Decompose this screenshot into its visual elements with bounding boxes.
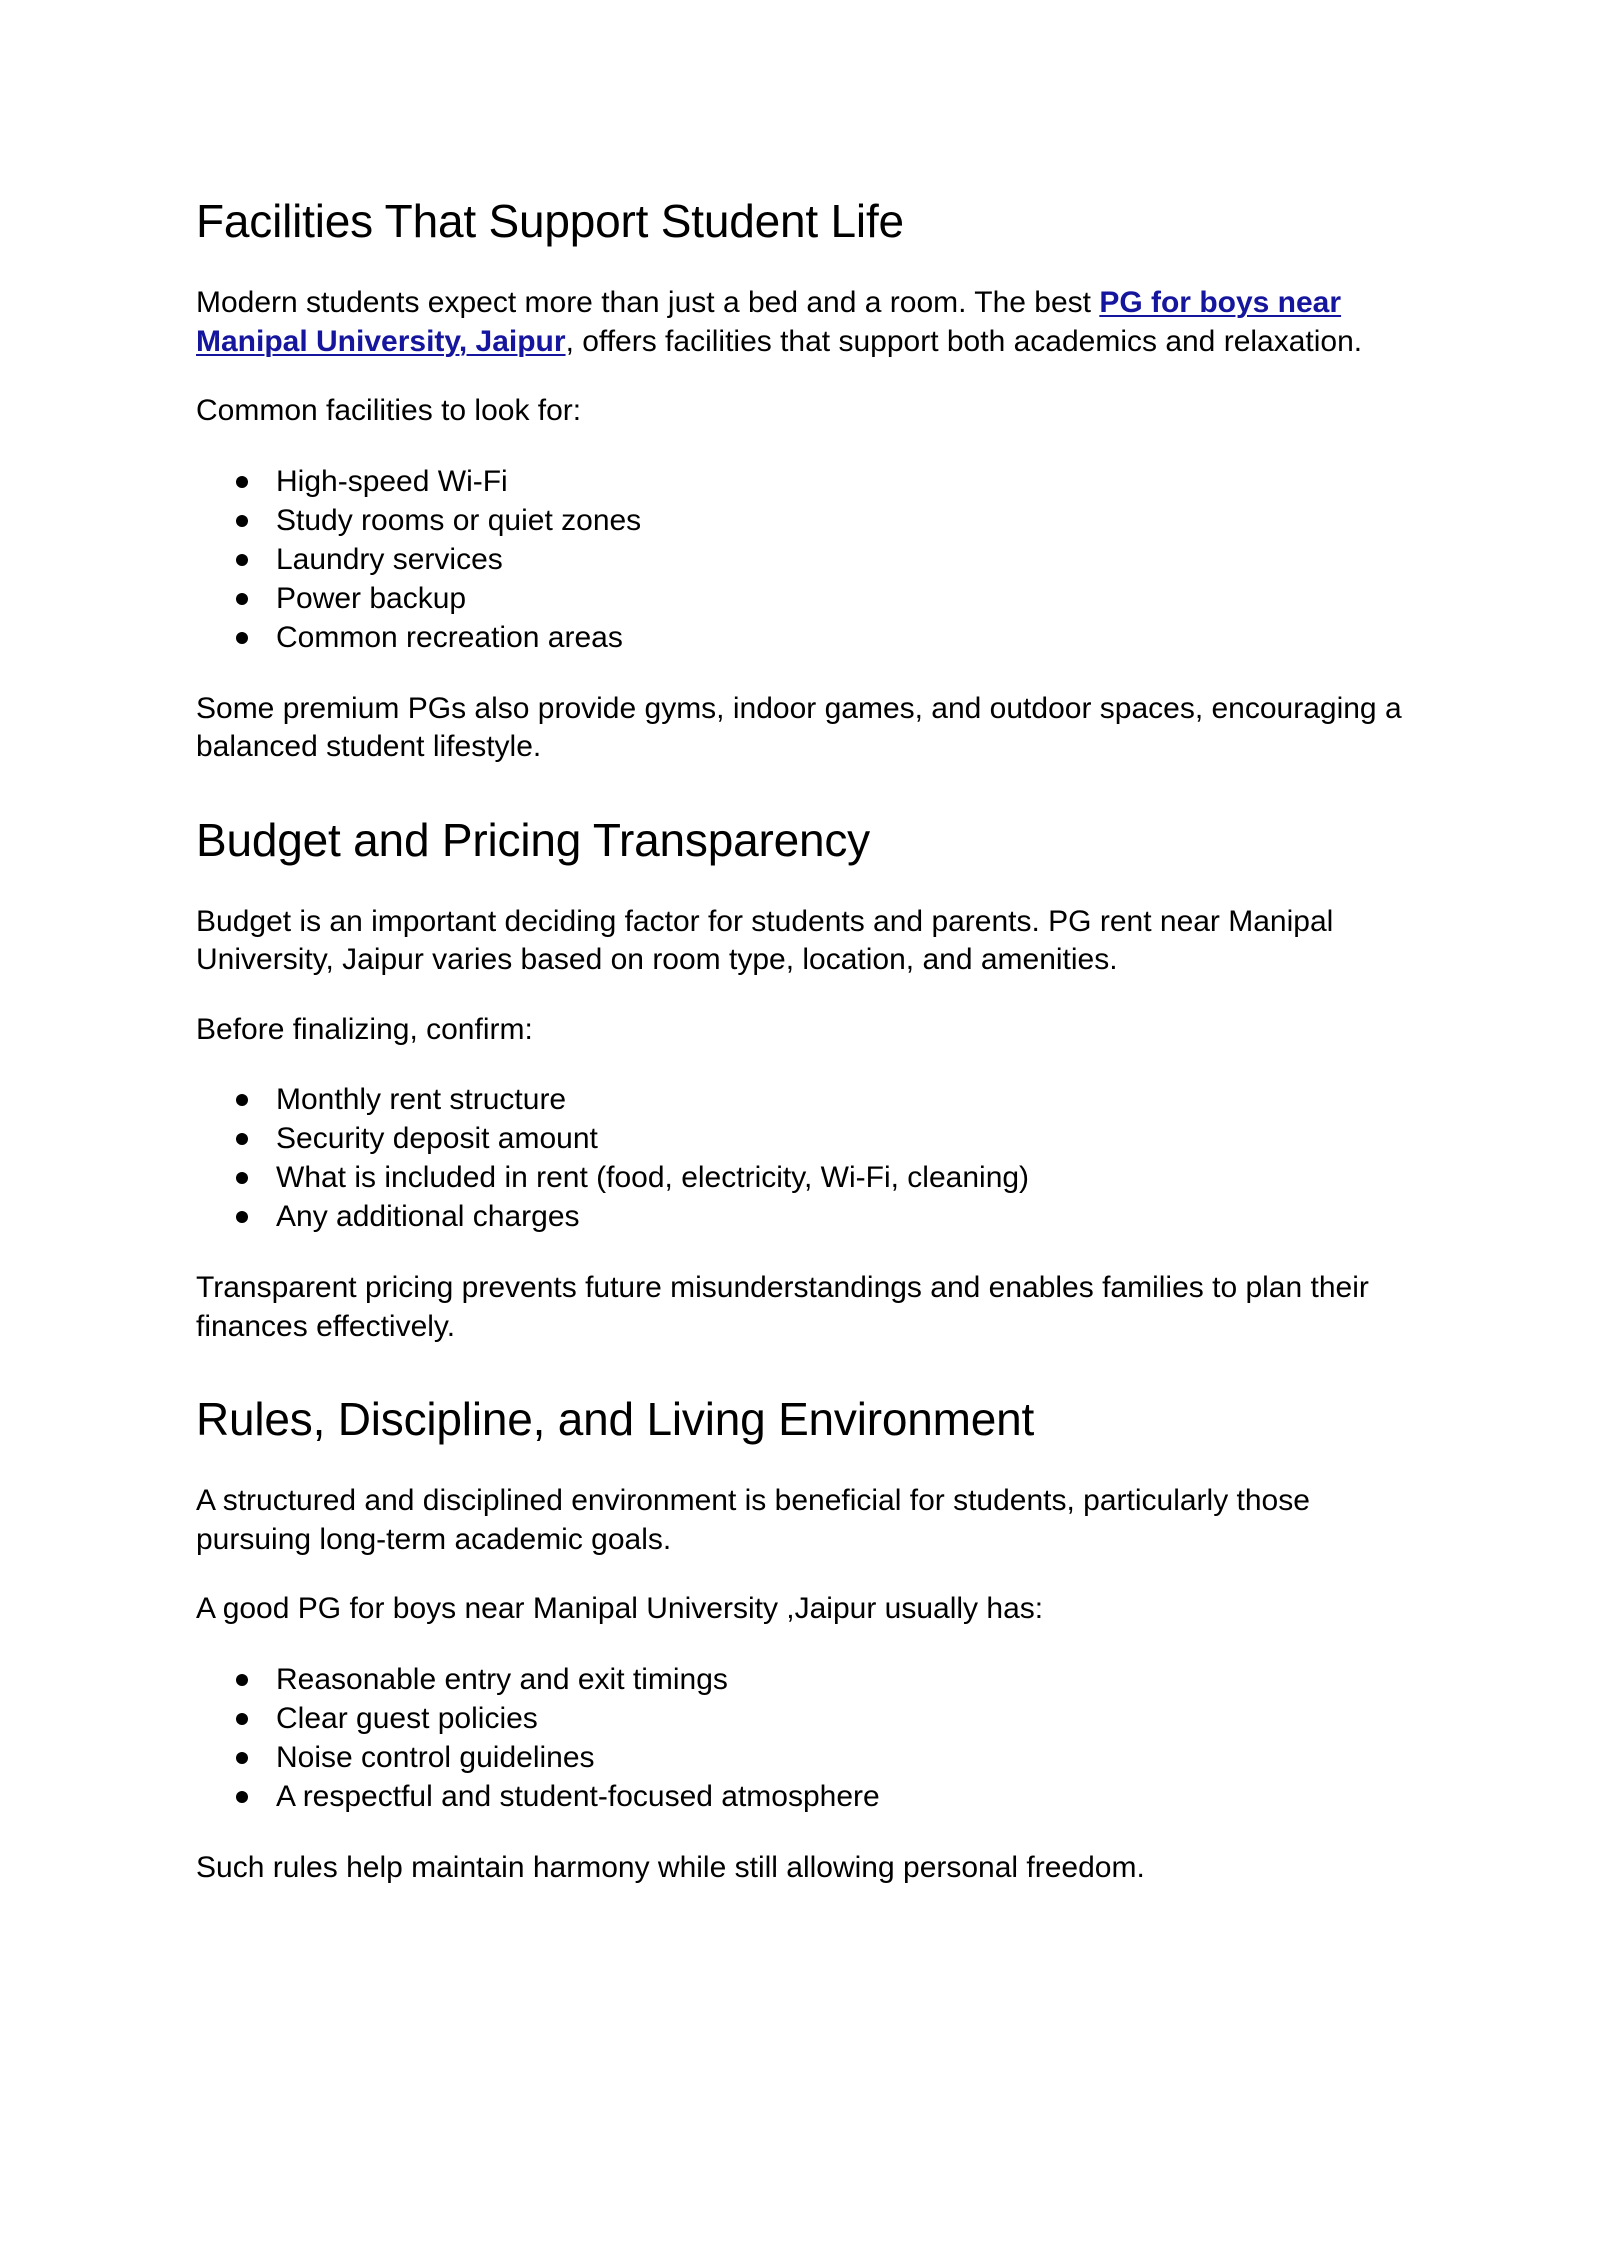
bullet-icon [236, 1674, 248, 1686]
paragraph-text: Modern students expect more than just a bed and a room. The best [196, 286, 1100, 319]
pg-link-part-2[interactable]: Manipal University, Jaipur [196, 324, 566, 358]
bullet-icon [236, 554, 248, 566]
document-page [196, 194, 1426, 1918]
paragraph-text: , offers facilities that support both academics and relaxation. [565, 324, 1363, 358]
list-item [196, 1158, 1426, 1197]
closing-paragraph [196, 690, 1426, 767]
paragraph-line: Some premium PGs also provide gyms, indoor games, and outdoor spaces, encouraging a [196, 691, 1402, 725]
list-item-text: Laundry services [276, 542, 503, 576]
paragraph-line [196, 323, 1426, 362]
list-item [196, 618, 1426, 657]
list-item-text: Study rooms or quiet zones [276, 503, 642, 537]
section-rules [196, 1392, 1426, 1887]
list-item-text: Noise control guidelines [276, 1740, 595, 1774]
paragraph-line: Budget is an important deciding factor for students and parents. PG rent near Manipal [196, 904, 1334, 938]
bullet-icon [236, 1211, 248, 1223]
list-item-text: Reasonable entry and exit timings [276, 1662, 728, 1696]
closing-paragraph [196, 1849, 1426, 1888]
bullet-icon [236, 632, 248, 644]
list-item [196, 1197, 1426, 1236]
paragraph-line: A structured and disciplined environment is beneficial for students, particularly those [196, 1484, 1310, 1517]
list-item-text: High-speed Wi-Fi [276, 464, 508, 498]
bullet-icon [236, 1172, 248, 1184]
section-budget [196, 813, 1426, 1347]
intro-paragraph [196, 1482, 1426, 1559]
bullet-icon [236, 515, 248, 527]
section-heading: Budget and Pricing Transparency [196, 813, 870, 866]
paragraph-line: balanced student lifestyle. [196, 730, 542, 763]
bullet-icon [236, 593, 248, 605]
pricing-checklist [196, 1080, 1426, 1236]
paragraph-line: finances effectively. [196, 1309, 456, 1343]
list-item-text: Any additional charges [276, 1200, 580, 1233]
closing-paragraph [196, 1269, 1426, 1346]
list-item [196, 1119, 1426, 1158]
list-label: Common facilities to look for: [196, 394, 582, 427]
list-item-text: Common recreation areas [276, 620, 623, 654]
list-item-text: Monthly rent structure [276, 1083, 567, 1116]
bullet-icon [236, 1752, 248, 1764]
paragraph-line: Such rules help maintain harmony while still allowing personal freedom. [196, 1850, 1145, 1884]
section-heading: Facilities That Support Student Life [196, 195, 904, 247]
paragraph-line: University, Jaipur varies based on room type, location, and amenities. [196, 943, 1118, 976]
list-item [196, 1738, 1426, 1777]
bullet-icon [236, 1094, 248, 1106]
list-item-text: What is included in rent (food, electricity, Wi-Fi, cleaning) [276, 1161, 1030, 1194]
bullet-icon [236, 1791, 248, 1803]
bullet-icon [236, 1133, 248, 1145]
intro-paragraph [196, 284, 1426, 361]
list-item [196, 501, 1426, 540]
list-label: A good PG for boys near Manipal University ,Jaipur usually has: [196, 1592, 1044, 1625]
list-item [196, 540, 1426, 579]
list-item-text: Clear guest policies [276, 1701, 538, 1735]
list-label: Before finalizing, confirm: [196, 1012, 533, 1046]
bullet-icon [236, 1713, 248, 1725]
section-facilities [196, 194, 1426, 767]
section-heading: Rules, Discipline, and Living Environment [196, 1393, 1035, 1445]
paragraph-line [196, 284, 1426, 323]
paragraph-line: Transparent pricing prevents future misunderstandings and enables families to plan their [196, 1271, 1369, 1304]
list-item [196, 1777, 1426, 1816]
paragraph-line: pursuing long-term academic goals. [196, 1522, 672, 1556]
list-item [196, 462, 1426, 501]
list-item-text: Security deposit amount [276, 1122, 598, 1155]
list-item-text: A respectful and student-focused atmosphere [276, 1779, 880, 1813]
list-item-text: Power backup [276, 581, 467, 615]
list-item [196, 579, 1426, 618]
list-item [196, 1080, 1426, 1119]
intro-paragraph [196, 903, 1426, 980]
pg-link-part-1[interactable]: PG for boys near [1099, 286, 1342, 319]
list-item [196, 1660, 1426, 1699]
bullet-icon [236, 476, 248, 488]
facilities-list [196, 462, 1426, 657]
rules-list [196, 1660, 1426, 1816]
list-item [196, 1699, 1426, 1738]
